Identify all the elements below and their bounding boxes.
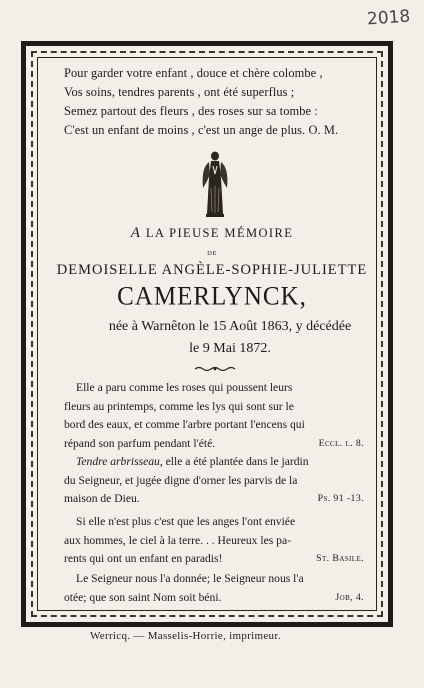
poem-line: Vos soins, tendres parents , ont été superflus ;: [64, 85, 295, 99]
poem: [64, 64, 384, 140]
paragraph-3: [64, 513, 364, 569]
scripture-reference: Eccl. l. 8.: [318, 437, 364, 449]
text-segment: elle a été plantée dans le jardin: [162, 455, 309, 468]
text-line: [64, 550, 364, 569]
text-line: [64, 490, 364, 509]
text-line: du Seigneur, et jugée digne d'orner les parvis de la: [64, 473, 298, 487]
paragraph-2: [64, 453, 364, 509]
dates-line: le 9 Mai 1872.: [189, 341, 271, 356]
scripture-reference: St. Basile.: [316, 553, 364, 564]
text-line: [64, 435, 364, 454]
paragraph-4: [64, 570, 364, 607]
dedication-initial: A: [130, 225, 142, 241]
scripture-reference: Job, 4.: [335, 591, 364, 603]
poem-line: Pour garder votre enfant , douce et chère colombe ,: [64, 66, 323, 80]
dedication-text: LA PIEUSE MÉMOIRE: [141, 226, 294, 240]
printer-imprint: Werricq. — Masselis-Horrie, imprimeur.: [90, 630, 281, 642]
poem-line: Semez partout des fleurs , des roses sur sa tombe :: [64, 104, 318, 118]
italic-phrase: Tendre arbrisseau,: [76, 455, 163, 468]
surname: CAMERLYNCK,: [117, 282, 307, 311]
text-line: fleurs au printemps, comme les lys qui sont sur le: [64, 399, 294, 413]
praying-angel-icon: [199, 148, 231, 220]
ornamental-divider: [194, 366, 236, 372]
text-segment: maison de Dieu.: [64, 492, 140, 505]
birth-death-dates: [80, 316, 380, 360]
de-label: DE: [207, 250, 217, 257]
text-line: Le Seigneur nous l'a donnée; le Seigneur nous l'a: [76, 572, 304, 585]
dates-line: née à Warnêton le 15 Août 1863, y décédée: [108, 319, 352, 334]
scripture-reference: Ps. 91 -13.: [317, 493, 364, 504]
text-line: Si elle n'est plus c'est que les anges l'ont enviée: [76, 515, 296, 528]
full-name: DEMOISELLE ANGÈLE-SOPHIE-JULIETTE: [56, 262, 368, 278]
dedication-heading: [0, 225, 424, 242]
text-segment: otée; que son saint Nom soit béni.: [64, 590, 222, 604]
text-line: [64, 453, 364, 472]
poem-line: C'est un enfant de moins , c'est un ange de plus. O. M.: [64, 123, 339, 137]
text-segment: répand son parfum pendant l'été.: [64, 436, 216, 450]
text-line: [64, 589, 364, 608]
text-line: bord des eaux, et comme l'arbre portant l'encens qui: [64, 418, 305, 431]
text-line: aux hommes, le ciel à la terre. . . Heureux les pa-: [64, 533, 291, 547]
handwritten-note: 2018: [366, 6, 411, 30]
text-line: Elle a paru comme les roses qui poussent leurs: [76, 381, 293, 394]
text-segment: rents qui ont un enfant en paradis!: [64, 552, 223, 565]
paragraph-1: [64, 379, 364, 453]
